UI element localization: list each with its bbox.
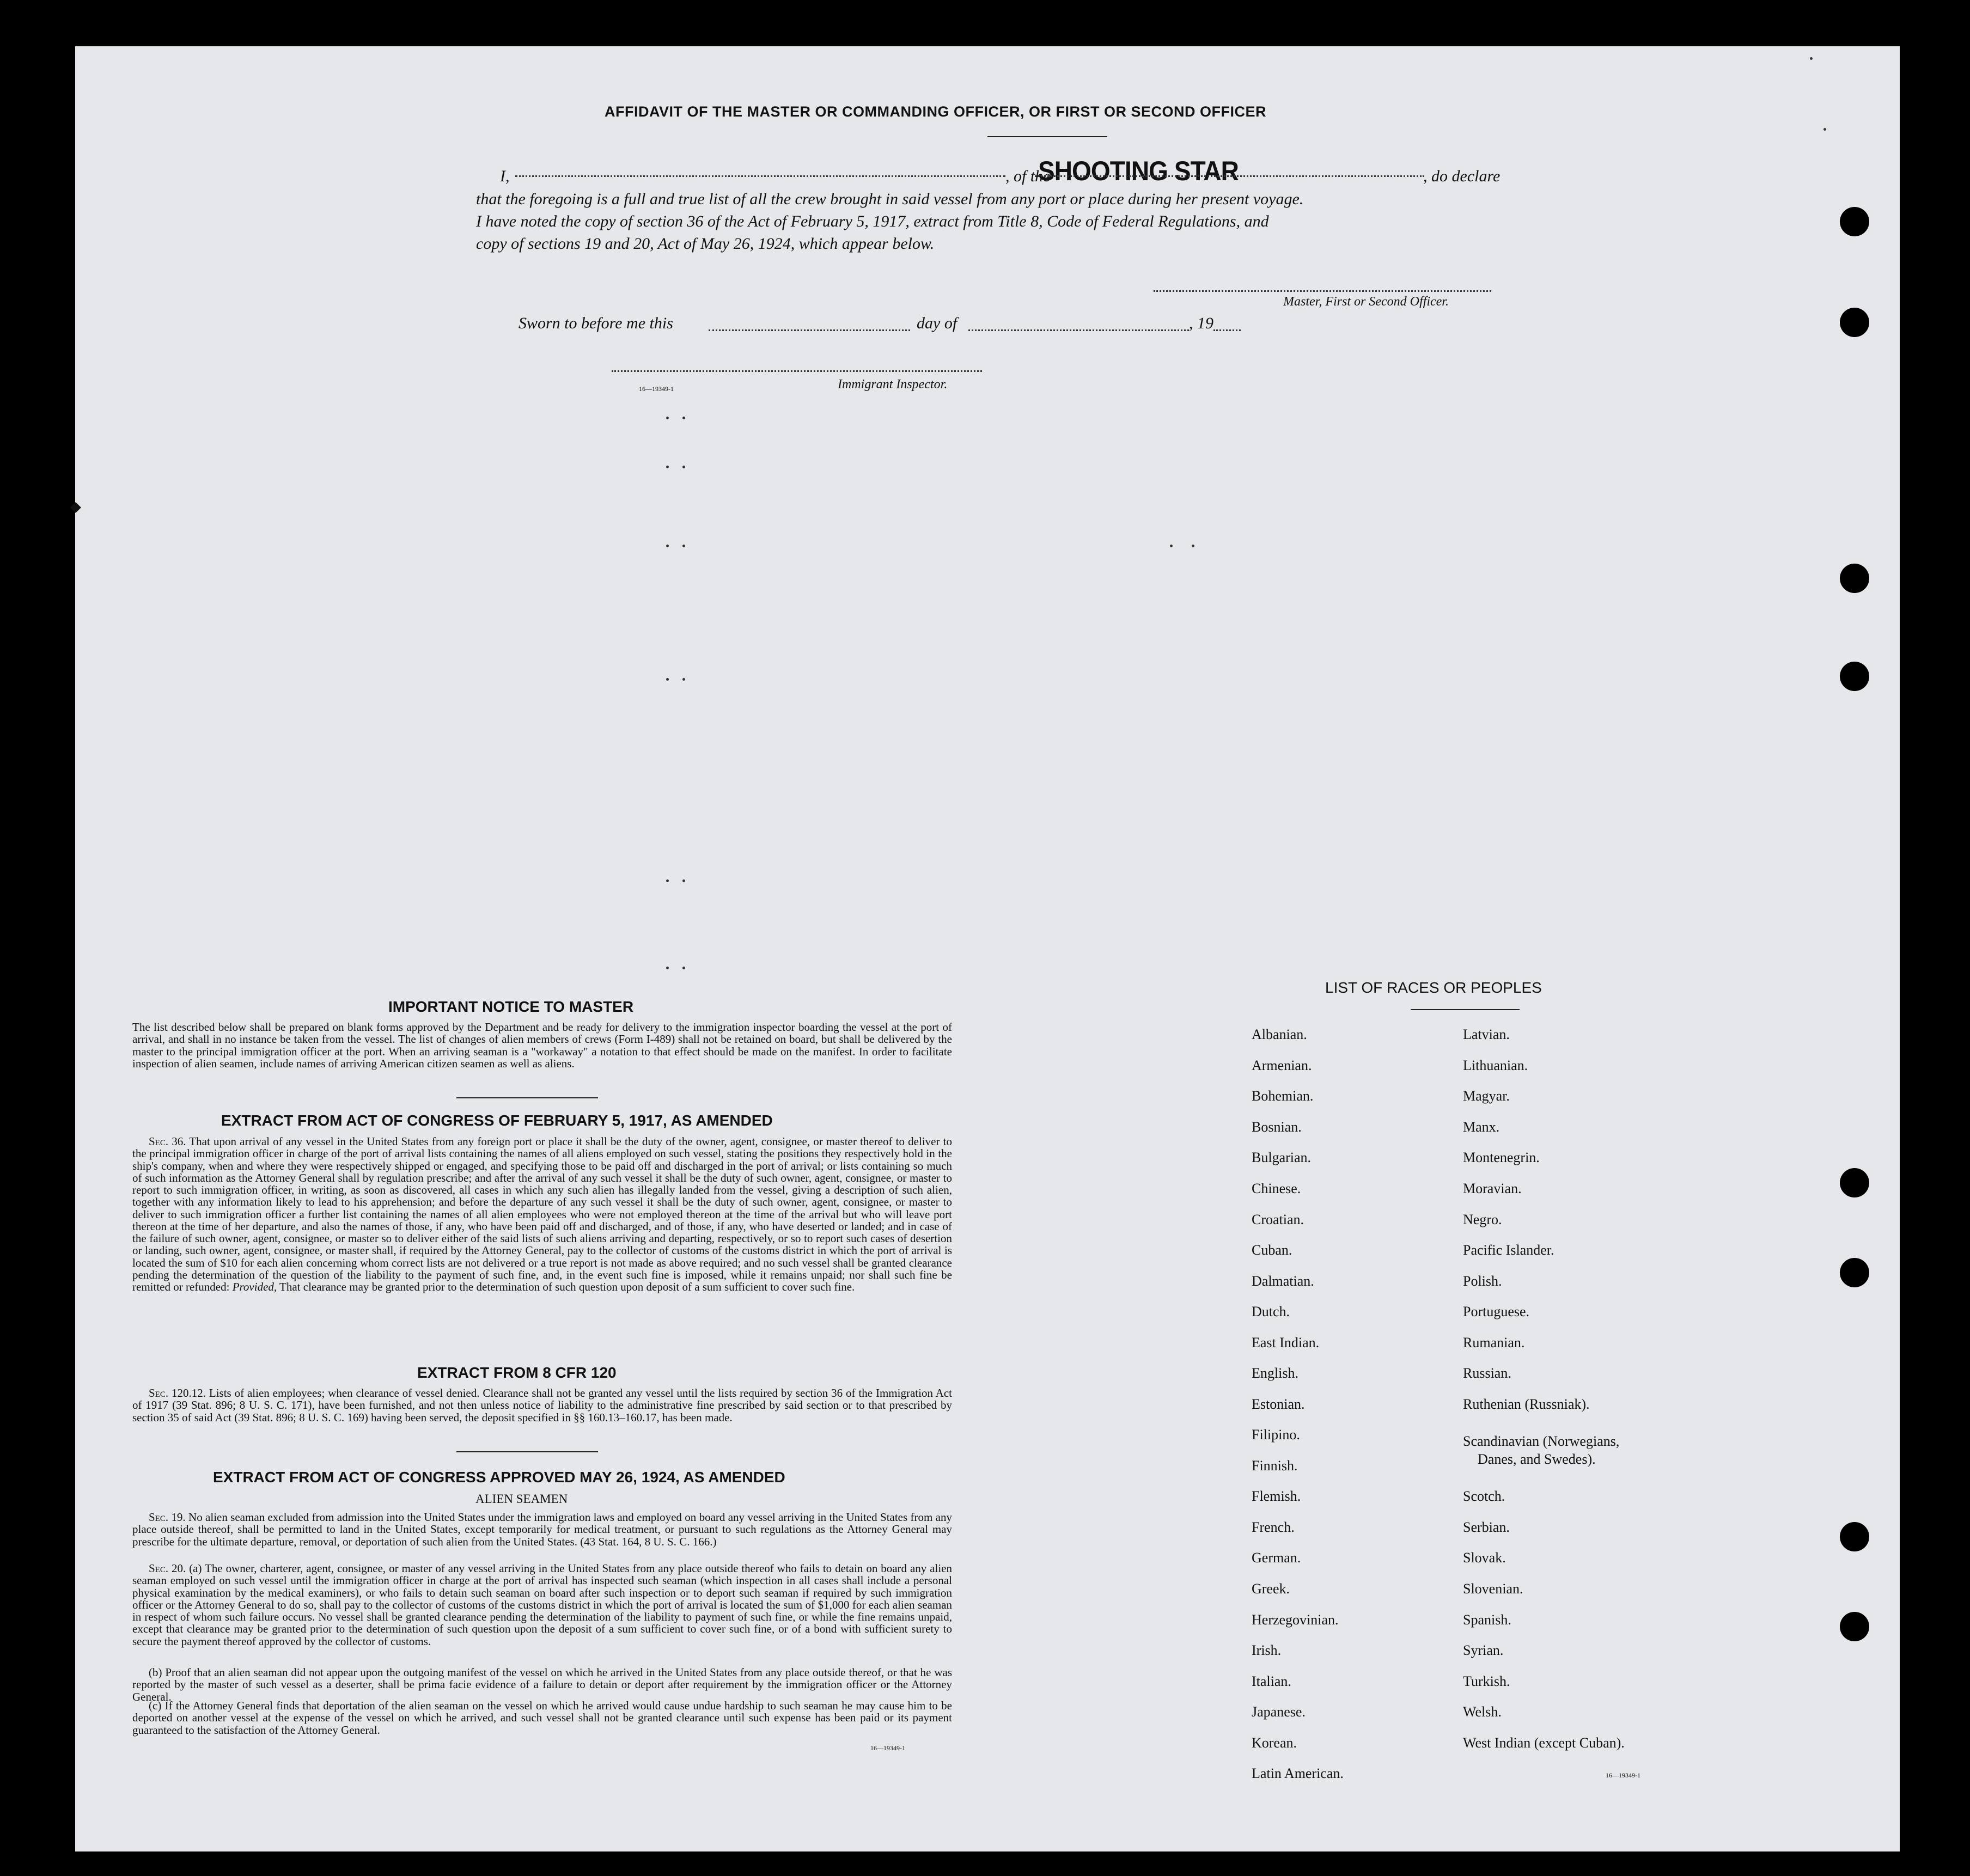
race-left-item: Flemish. — [1252, 1488, 1301, 1504]
race-right-item: Slovenian. — [1463, 1581, 1523, 1597]
race-left-item: Dutch. — [1252, 1304, 1290, 1319]
races-title: LIST OF RACES OR PEOPLES — [1325, 979, 1542, 996]
race-left-item: Armenian. — [1252, 1058, 1312, 1073]
scan-speck — [682, 967, 685, 969]
race-left-item: Greek. — [1252, 1581, 1290, 1597]
race-right-item: Negro. — [1463, 1212, 1502, 1227]
race-left-item: English. — [1252, 1365, 1298, 1381]
race-right-item: Turkish. — [1463, 1673, 1510, 1689]
race-right-item: Pacific Islander. — [1463, 1242, 1554, 1258]
do-declare-label: , do declare — [1423, 167, 1501, 185]
sec-20-body: (a) The owner, charterer, agent, consignee, or master of any vessel arriving in the United States from any place outside thereof who fails to detain on board any alien seaman employed on such vessel until the immigration officer in charge at the port of arrival has inspected such seaman (which inspection in all cases shall include a personal physical examination by the medical examiners), or who fails to detain such seaman on board after such inspection or to deport such seaman if required by such immigration officer or the Attorney General to do so, shall pay to the collector of customs of the customs district in which the port of arrival is located the sum of $1,000 for each alien seaman in respect of whom such failure occurs. No vessel shall be granted clearance pending the determination of the liability to payment of such fine, or while the fine remains unpaid, except that clearance may be granted prior to the determination of such question upon the deposit of a sum sufficient to cover such fine, or of a bond with sufficient surety to secure the payment thereof approved by the collector of customs. — [132, 1562, 953, 1648]
vessel-name: SHOOTING STAR — [1038, 156, 1239, 186]
scan-speck — [682, 417, 685, 419]
sec-120-text: Lists of alien employees; when clearance of vessel denied. Clearance shall not be granted any vessel until the lists required by section 36 of the Immigration Act of 1917 (39 Stat. 896; 8 U. S. C. 171), have been furnished, and not then unless notice of liability to the administrative fine prescribed by said section or to that prescribed by section 35 of said Act (39 Stat. 896; 8 U. S. C. 169) having been served, the deposit specified in §§ 160.13–160.17, has been made. — [132, 1386, 952, 1424]
race-left-item: Irish. — [1252, 1642, 1282, 1658]
punch-hole — [1840, 1168, 1869, 1197]
sworn-day-blank — [709, 329, 910, 331]
race-right-item: Polish. — [1463, 1273, 1502, 1289]
master-caption: Master, First or Second Officer. — [1283, 295, 1449, 309]
scan-speck — [1192, 545, 1194, 547]
affidavit-line-3: I have noted the copy of section 36 of the Act of February 5, 1917, extract from Title 8, Code of Federal Regulations, and — [476, 212, 1269, 230]
punch-hole — [1840, 207, 1869, 236]
race-right-item: Rumanian. — [1463, 1335, 1525, 1351]
punch-hole — [1840, 1522, 1869, 1551]
extract-cfr-title: EXTRACT FROM 8 CFR 120 — [417, 1364, 617, 1381]
sec-120-label: Sec. 120.12. — [149, 1386, 206, 1400]
race-left-item: Herzegovinian. — [1252, 1612, 1339, 1628]
race-right-item: Manx. — [1463, 1119, 1500, 1135]
race-left-item: Croatian. — [1252, 1212, 1304, 1227]
race-left-item: Estonian. — [1252, 1396, 1305, 1412]
form-number-top: 16—19349-1 — [639, 385, 674, 393]
scan-speck — [682, 879, 685, 882]
form-number-bottom-right: 16—19349-1 — [1606, 1771, 1640, 1779]
race-left-item: Bulgarian. — [1252, 1150, 1312, 1165]
punch-hole — [1840, 308, 1869, 337]
sec-19-label: Sec. 19. — [149, 1511, 186, 1524]
race-right-item: Syrian. — [1463, 1642, 1504, 1658]
year-label: , 19 — [1189, 314, 1213, 332]
form-sheet — [75, 46, 1900, 1851]
inspector-caption: Immigrant Inspector. — [838, 377, 948, 392]
race-right-item: Magyar. — [1463, 1088, 1510, 1104]
race-right-item: Russian. — [1463, 1365, 1511, 1381]
scan-speck — [682, 678, 685, 681]
master-signature-line — [1154, 290, 1491, 292]
affidavit-title: AFFIDAVIT OF THE MASTER OR COMMANDING OFFICER, OR FIRST OR SECOND OFFICER — [605, 103, 1266, 120]
race-left-item: Cuban. — [1252, 1242, 1292, 1258]
race-left-item: Chinese. — [1252, 1181, 1301, 1196]
sec-20b-text: (b) Proof that an alien seaman did not appear upon the outgoing manifest of the vessel on which he arrived in the United States from any place outside thereof, or that he was reported by the master of such vessel as a deserter, shall be prima facie evidence of a failure to detain or deport after requirement by the immigration officer or the Attorney General. — [132, 1666, 952, 1703]
race-right-item: Ruthenian (Russniak). — [1463, 1396, 1590, 1412]
day-of-label: day of — [917, 314, 957, 332]
sec-19-text — [132, 1511, 952, 1548]
race-left-item: East Indian. — [1252, 1335, 1320, 1351]
race-left-item: Japanese. — [1252, 1704, 1306, 1720]
race-left-item: Dalmatian. — [1252, 1273, 1314, 1289]
scan-speck — [666, 967, 669, 969]
race-right-item: Slovak. — [1463, 1550, 1506, 1566]
sworn-label: Sworn to before me this — [519, 314, 673, 332]
sworn-month-blank — [968, 329, 1189, 331]
scan-speck — [1810, 57, 1813, 60]
left-margin-mark — [70, 502, 81, 513]
alien-seamen-subtitle: ALIEN SEAMEN — [475, 1492, 568, 1506]
inspector-signature-line — [612, 370, 982, 372]
race-right-item: Moravian. — [1463, 1181, 1522, 1196]
race-left-item: Italian. — [1252, 1673, 1291, 1689]
race-left-item: Bosnian. — [1252, 1119, 1302, 1135]
race-left-item: Bohemian. — [1252, 1088, 1314, 1104]
of-the-label: , of the — [1005, 167, 1051, 185]
scan-speck — [1170, 545, 1173, 547]
race-right-item: Portuguese. — [1463, 1304, 1530, 1319]
notice-rule — [456, 1097, 598, 1098]
extract-cfr-text — [132, 1387, 952, 1423]
year-blank — [1213, 329, 1241, 331]
master-name-blank — [515, 175, 1005, 177]
provided-label: Provided, — [232, 1280, 277, 1293]
race-right-item: Danes, and Swedes). — [1478, 1451, 1596, 1467]
scan-speck — [666, 678, 669, 681]
race-left-item: Albanian. — [1252, 1026, 1307, 1042]
race-right-item: Lithuanian. — [1463, 1058, 1528, 1073]
race-right-item: Welsh. — [1463, 1704, 1502, 1720]
race-right-item: Spanish. — [1463, 1612, 1511, 1628]
scan-speck — [666, 879, 669, 882]
cfr-rule — [456, 1451, 598, 1452]
extract-1924-title: EXTRACT FROM ACT OF CONGRESS APPROVED MAY 26, 1924, AS AMENDED — [213, 1469, 785, 1486]
race-right-item: Montenegrin. — [1463, 1150, 1540, 1165]
affidavit-line-4: copy of sections 19 and 20, Act of May 26, 1924, which appear below. — [476, 235, 935, 253]
race-left-item: Finnish. — [1252, 1458, 1298, 1474]
race-right-item: West Indian (except Cuban). — [1463, 1735, 1625, 1751]
race-left-item: Filipino. — [1252, 1427, 1300, 1443]
race-right-item: Latvian. — [1463, 1026, 1510, 1042]
scan-speck — [682, 466, 685, 468]
extract-1917-text — [132, 1135, 952, 1293]
sec-19-body: No alien seaman excluded from admission into the United States under the immigration laws and employed on board any vessel arriving in the United States from any place outside thereof, shall be permitted to land in the United States, except temporarily for medical treatment, or pursuant to such regulations as the Attorney General may prescribe for the ultimate departure, removal, or deportation of such alien from the United States. (43 Stat. 164, 8 U. S. C. 166.) — [132, 1511, 952, 1548]
sec-20c-text: (c) If the Attorney General finds that deportation of the alien seaman on the vessel on which he arrived would cause undue hardship to such seaman he may cause him to be deported on another vessel at the expense of the vessel on which he arrived, and such vessel shall not be granted clearance until such expense has been paid or its payment guaranteed to the satisfaction of the Attorney General. — [132, 1699, 952, 1737]
notice-text: The list described below shall be prepared on blank forms approved by the Department and be ready for delivery to the immigration inspector boarding the vessel at the port of arrival, and shall in no instance be taken from the vessel. The list of changes of alien members of crews (Form I-489) shall not be retained on board, but shall be delivered by the master to the principal immigration officer at the port. When an arriving seaman is a "workaway" a notation to that effect should be made on the manifest. In order to facilitate inspection of alien seamen, include names of arriving American citizen seamen as well as aliens. — [132, 1021, 952, 1070]
punch-hole — [1840, 564, 1869, 593]
affidavit-i-label: I, — [500, 167, 510, 185]
races-rule — [1411, 1009, 1520, 1010]
sec-20-label: Sec. 20. — [149, 1562, 186, 1575]
sec-36-label: Sec. 36. — [149, 1135, 186, 1148]
affidavit-line-2: that the foregoing is a full and true list of all the crew brought in said vessel from any port or place during her present voyage. — [476, 190, 1304, 208]
race-right-item: Serbian. — [1463, 1519, 1510, 1535]
sec-20-text — [132, 1562, 952, 1647]
sec-36-text-end: That clearance may be granted prior to the determination of such question upon deposit of a sum sufficient to cover such fine. — [279, 1280, 855, 1293]
sec-36-text: That upon arrival of any vessel in the United States from any foreign port or place it shall be the duty of the owner, agent, consignee, or master thereof to deliver to the principal immigration officer in charge of the port of arrival lists containing the names of all aliens employed on such vessel, stating the positions they respectively hold in the ship's company, when and where they were respectively shipped or engaged, and specifying those to be paid off and discharged in the port of arrival; or lists containing so much of such information as the Attorney General shall by regulation prescribe; and after the arrival of any such vessel it shall be the duty of such owner, agent, consignee, or master to report to such immigration officer, in writing, as soon as discovered, all cases in which any such alien has illegally landed from the vessel, giving a description of such alien, together with any information likely to lead to his apprehension; and before the departure of any such vessel it shall be the duty of such owner, agent, consignee, or master to deliver to such immigration officer a further list containing the names of all alien employees who were not employed thereon at the time of the arrival but who will leave port thereon at the time of her departure, and also the names of those, if any, who have been paid off and discharged, and of those, if any, who have deserted or landed; and in case of the failure of such owner, agent, consignee, or master so to deliver either of the said lists of such aliens arriving and departing, respectively, or so to report such cases of desertion or landing, such owner, agent, consignee, or master shall, if required by the Attorney General, pay to the collector of customs of the customs district in which the port of arrival is located the sum of $10 for each alien concerning whom correct lists are not delivered or a true report is not made as above required; and no such vessel shall be granted clearance pending the determination of the question of the liability to the payment of such fine, and, in the event such fine is imposed, while it remains unpaid; nor shall such fine be remitted or refunded: — [132, 1135, 952, 1293]
race-right-item: Scandinavian (Norwegians, — [1463, 1433, 1620, 1449]
extract-1917-title: EXTRACT FROM ACT OF CONGRESS OF FEBRUARY 5, 1917, AS AMENDED — [221, 1112, 773, 1129]
vessel-name-blank — [1035, 175, 1424, 177]
race-left-item: French. — [1252, 1519, 1295, 1535]
punch-hole — [1840, 1258, 1869, 1287]
scan-speck — [682, 545, 685, 547]
race-left-item: Latin American. — [1252, 1765, 1344, 1781]
punch-hole — [1840, 662, 1869, 691]
race-left-item: German. — [1252, 1550, 1301, 1566]
scan-speck — [1823, 128, 1826, 131]
scan-speck — [666, 466, 669, 468]
race-right-item: Scotch. — [1463, 1488, 1505, 1504]
scan-speck — [666, 545, 669, 547]
punch-hole — [1840, 1612, 1869, 1641]
notice-title: IMPORTANT NOTICE TO MASTER — [388, 998, 634, 1015]
title-rule — [987, 136, 1107, 137]
scan-speck — [666, 417, 669, 419]
form-number-bottom-left: 16—19349-1 — [870, 1744, 905, 1752]
race-left-item: Korean. — [1252, 1735, 1297, 1751]
